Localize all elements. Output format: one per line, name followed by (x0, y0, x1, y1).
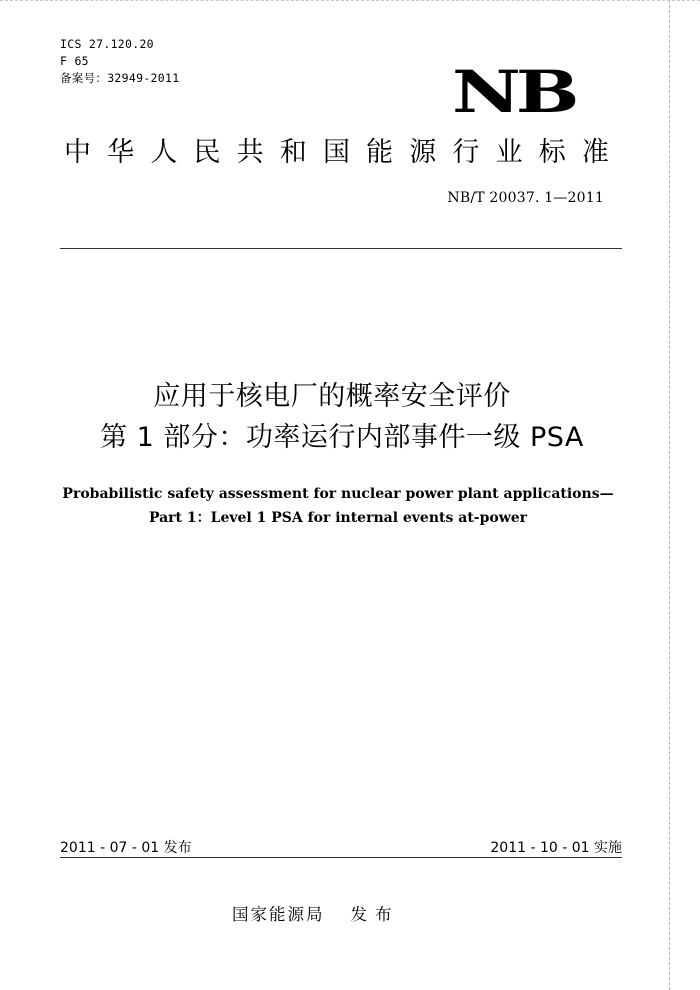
standard-title-char: 标 (538, 137, 566, 168)
standard-title-char: 准 (581, 137, 609, 168)
standard-title-char: 中 (64, 137, 91, 168)
issuer-action: 发布 (350, 905, 400, 924)
standard-category-title (64, 133, 609, 173)
standard-title-char: 源 (409, 137, 437, 168)
english-title-line-1: Probabilistic safety assessment for nuclear power plant applications— (62, 486, 614, 502)
ics-code: ICS 27.120.20 (60, 37, 154, 51)
effective-date: 2011 - 10 - 01 实施 (490, 840, 622, 856)
nb-logo: NB (452, 58, 575, 126)
standard-title-char: 华 (107, 137, 135, 168)
standard-title-char: 人 (150, 137, 178, 168)
scan-top-edge (0, 0, 700, 3)
standard-title-char: 能 (366, 137, 394, 168)
issuer-name: 国家能源局 (232, 905, 325, 924)
standard-title-char: 国 (322, 137, 350, 168)
footer-divider (60, 857, 622, 858)
header-divider (60, 248, 622, 249)
english-title-line-2: Part 1：Level 1 PSA for internal events at-power (148, 510, 528, 526)
filing-number: 备案号：32949-2011 (60, 71, 180, 85)
document-metadata (60, 36, 179, 87)
standard-title-char: 和 (279, 137, 307, 168)
chinese-title-line-1: 应用于核电厂的概率安全评价 (153, 381, 511, 412)
standard-title-char: 行 (452, 137, 480, 168)
classification-code: F 65 (60, 54, 89, 68)
standard-title-char: 民 (193, 137, 221, 168)
chinese-title-line-2: 第 1 部分：功率运行内部事件一级 PSA (100, 422, 584, 453)
standard-number: NB/T 20037. 1—2011 (447, 190, 604, 206)
standard-title-char: 共 (236, 137, 264, 168)
issuer (232, 901, 400, 925)
standard-title-char: 业 (495, 137, 523, 168)
publish-date: 2011 - 07 - 01 发布 (60, 840, 192, 856)
